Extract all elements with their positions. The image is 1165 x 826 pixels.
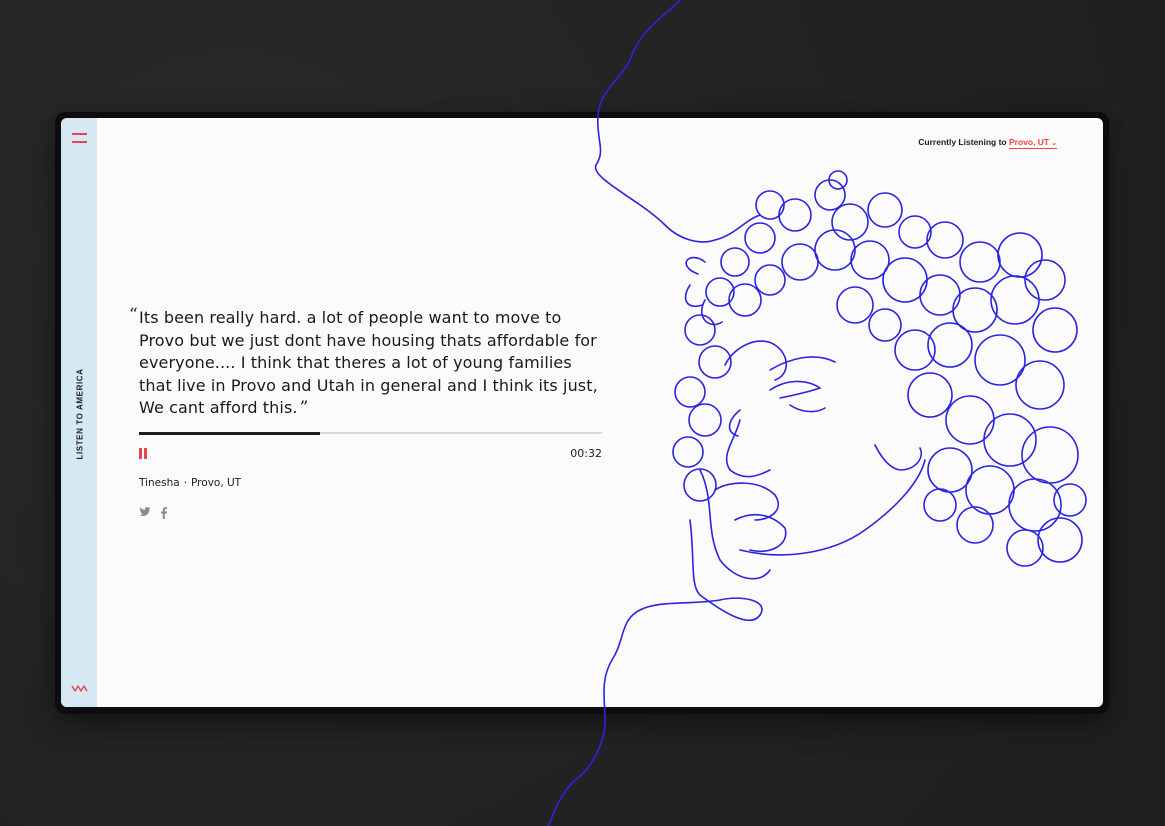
playback-time: 00:32 — [570, 447, 602, 460]
progress-fill — [139, 432, 320, 435]
twitter-icon[interactable] — [139, 507, 151, 517]
facebook-icon[interactable] — [161, 507, 167, 519]
quote-text — [129, 305, 609, 420]
listening-label: Currently Listening to — [918, 137, 1007, 147]
wave-logo-icon[interactable] — [71, 683, 89, 693]
quote-body: Its been really hard. a lot of people want to move to Provo but we just dont have housing thats affordable for everyone.... I think that theres a lot of young families that live in Provo and Utah in general and I think its just, We cant afford this. — [139, 308, 598, 418]
app-title: LISTEN TO AMERICA — [75, 368, 85, 460]
location-dropdown[interactable] — [1009, 137, 1057, 149]
currently-listening — [918, 137, 1057, 147]
chevron-down-icon: ⌄ — [1051, 140, 1057, 147]
progress-bar[interactable] — [139, 432, 602, 434]
quote-close-mark: ” — [299, 398, 309, 419]
pause-icon — [139, 448, 142, 459]
location-label: Provo, UT — [1008, 137, 1050, 147]
quote-open-mark: “ — [129, 305, 138, 325]
speaker-name: Tinesha — [139, 477, 180, 489]
menu-icon[interactable] — [72, 132, 88, 144]
speaker-separator: · — [183, 477, 188, 489]
speaker-info — [139, 477, 241, 489]
app-screen — [61, 118, 1103, 707]
sidebar — [61, 118, 97, 707]
speaker-location: Provo, UT — [191, 477, 242, 489]
pause-button[interactable] — [139, 448, 148, 459]
